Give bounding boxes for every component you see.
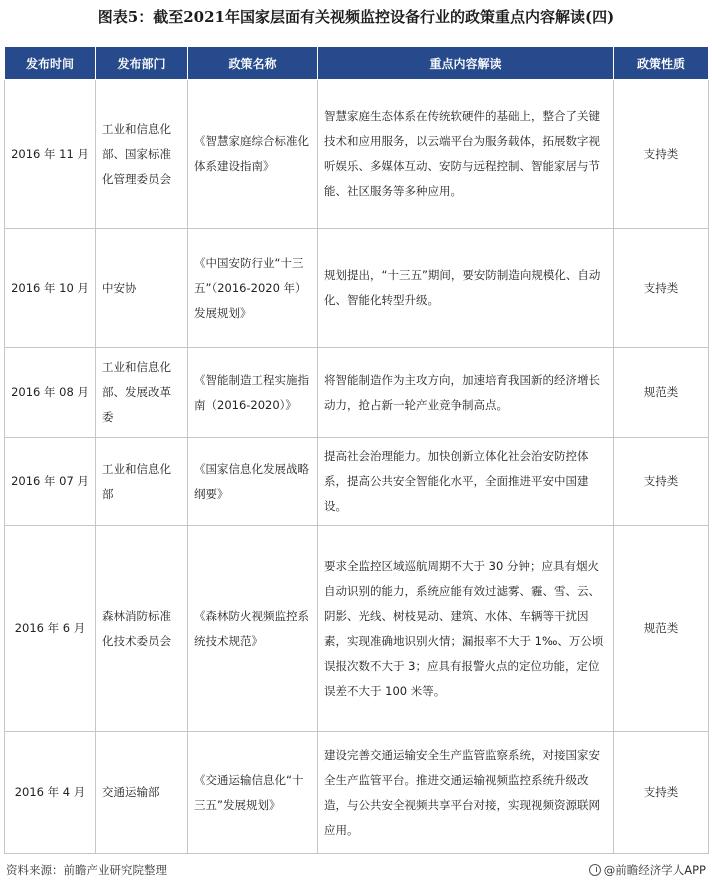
- policy-table: [4, 46, 709, 854]
- cell-date: 2016 年 6 月: [5, 526, 96, 732]
- cell-policy-type: 支持类: [614, 229, 709, 348]
- header-department: 发布部门: [96, 47, 188, 80]
- header-policy-name: 政策名称: [188, 47, 318, 80]
- table-row: [5, 229, 709, 348]
- cell-key-content: 智慧家庭生态体系在传统软硬件的基础上，整合了关键技术和应用服务，以云端平台为服务载体，拓展数字视听娱乐、多媒体互动、安防与远程控制、智能家居与节能、社区服务等多种应用。: [318, 80, 614, 229]
- brand-credit: [589, 858, 706, 882]
- table-row: [5, 348, 709, 438]
- header-key-content: 重点内容解读: [318, 47, 614, 80]
- cell-policy-name: 《智慧家庭综合标准化体系建设指南》: [188, 80, 318, 229]
- cell-policy-name: 《国家信息化发展战略纲要》: [188, 438, 318, 526]
- cell-key-content: 提高社会治理能力。加快创新立体化社会治安防控体系，提高公共安全智能化水平，全面推进平安中国建设。: [318, 438, 614, 526]
- cell-policy-type: 支持类: [614, 438, 709, 526]
- cell-department: 交通运输部: [96, 732, 188, 854]
- chart-title: 图表5：截至2021年国家层面有关视频监控设备行业的政策重点内容解读(四): [97, 8, 615, 26]
- brand-label: @前瞻经济学人APP: [603, 863, 706, 877]
- table-row: [5, 80, 709, 229]
- cell-date: 2016 年 08 月: [5, 348, 96, 438]
- qianzhan-logo-icon: [589, 864, 601, 876]
- cell-policy-type: 规范类: [614, 348, 709, 438]
- header-policy-type: 政策性质: [614, 47, 709, 80]
- cell-department: 工业和信息化部: [96, 438, 188, 526]
- cell-department: 工业和信息化部、国家标准化管理委员会: [96, 80, 188, 229]
- table-header-row: [5, 47, 709, 80]
- cell-policy-name: 《森林防火视频监控系统技术规范》: [188, 526, 318, 732]
- cell-key-content: 规划提出，“十三五”期间，要安防制造向规模化、自动化、智能化转型升级。: [318, 229, 614, 348]
- cell-date: 2016 年 4 月: [5, 732, 96, 854]
- cell-policy-name: 《交通运输信息化“十三五”发展规划》: [188, 732, 318, 854]
- cell-date: 2016 年 07 月: [5, 438, 96, 526]
- cell-policy-name: 《智能制造工程实施指南（2016-2020）》: [188, 348, 318, 438]
- cell-policy-type: 支持类: [614, 80, 709, 229]
- cell-policy-name: 《中国安防行业“十三五”（2016-2020 年）发展规划》: [188, 229, 318, 348]
- header-release-date: 发布时间: [5, 47, 96, 80]
- cell-policy-type: 支持类: [614, 732, 709, 854]
- table-row: [5, 438, 709, 526]
- cell-department: 森林消防标准化技术委员会: [96, 526, 188, 732]
- table-row: [5, 526, 709, 732]
- cell-department: 中安协: [96, 229, 188, 348]
- source-note: 资料来源：前瞻产业研究院整理: [6, 863, 167, 877]
- cell-key-content: 将智能制造作为主攻方向，加速培育我国新的经济增长动力，抢占新一轮产业竞争制高点。: [318, 348, 614, 438]
- cell-date: 2016 年 11 月: [5, 80, 96, 229]
- cell-policy-type: 规范类: [614, 526, 709, 732]
- table-row: [5, 732, 709, 854]
- cell-department: 工业和信息化部、发展改革委: [96, 348, 188, 438]
- footer: [0, 858, 712, 882]
- cell-date: 2016 年 10 月: [5, 229, 96, 348]
- cell-key-content: 要求全监控区域巡航周期不大于 30 分钟；应具有烟火自动识别的能力，系统应能有效过滤雾、霾、雪、云、阴影、光线、树枝晃动、建筑、水体、车辆等干扰因素，实现准确地识别火情；漏报率不大于 1‰、万公顷误报次数不大于 3；应具有报警火点的定位功能，定位误差不大于 100 米等。: [318, 526, 614, 732]
- cell-key-content: 建设完善交通运输安全生产监管监察系统，对接国家安全生产监管平台。推进交通运输视频监控系统升级改造，与公共安全视频共享平台对接，实现视频资源联网应用。: [318, 732, 614, 854]
